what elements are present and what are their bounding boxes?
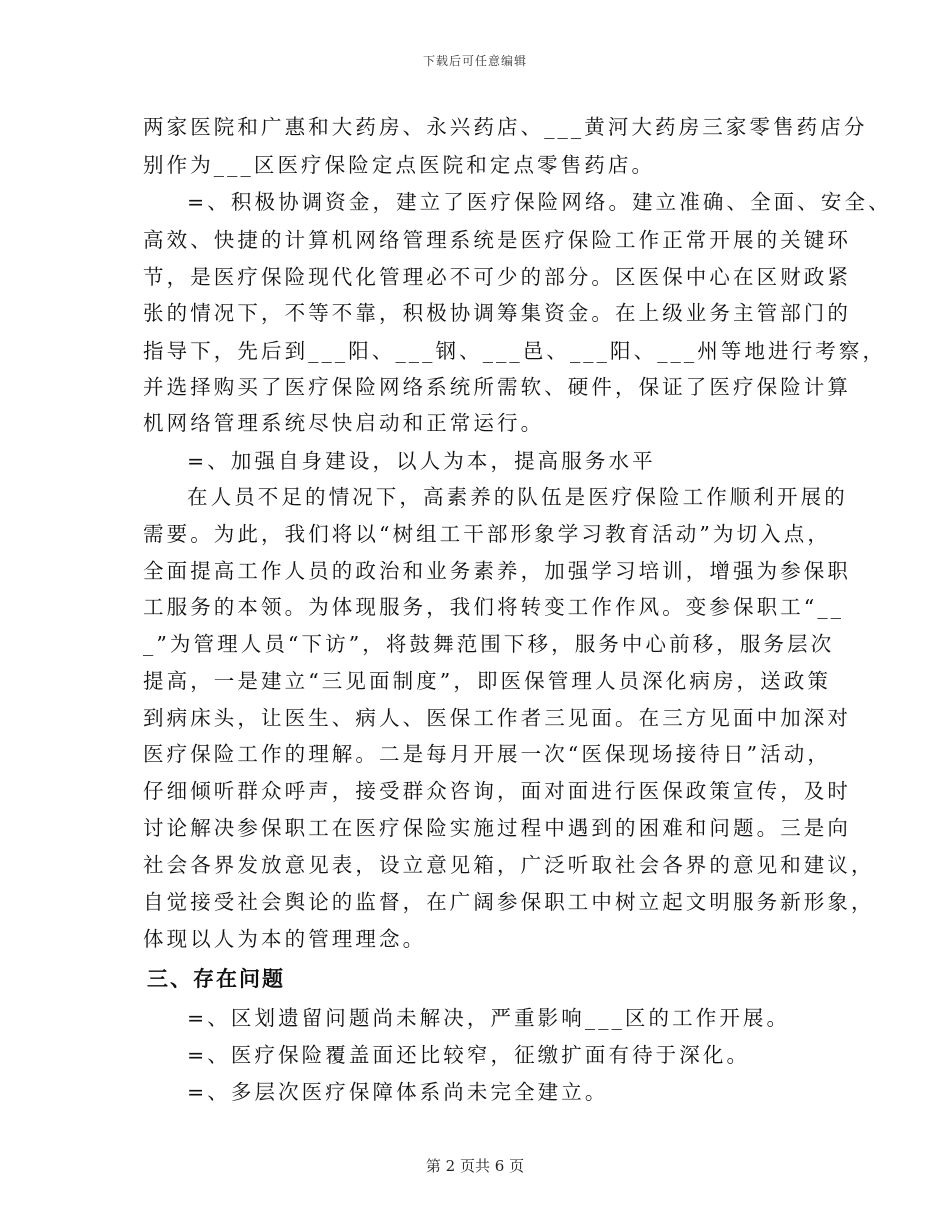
paragraph-line: 提高，一是建立“三见面制度”，即医保管理人员深化病房，送政策: [143, 669, 831, 693]
paragraph-line: 在人员不足的情况下，高素养的队伍是医疗保险工作顺利开展的: [187, 485, 848, 509]
problem-item: =、多层次医疗保障体系尚未完全建立。: [187, 1080, 609, 1104]
problem-item: =、医疗保险覆盖面还比较窄，征缴扩面有待于深化。: [187, 1043, 751, 1067]
paragraph-line: =、积极协调资金，建立了医疗保险网络。建立准确、全面、安全、: [187, 190, 892, 214]
paragraph-line: 体现以人为本的管理理念。: [143, 927, 427, 951]
problem-item: =、区划遗留问题尚未解决，严重影响___区的工作开展。: [187, 1006, 791, 1030]
paragraph-line: 自觉接受社会舆论的监督，在广阔参保职工中树立起文明服务新形象，: [143, 890, 875, 914]
paragraph-line: 并选择购买了医疗保险网络系统所需软、硬件，保证了医疗保险计算: [143, 375, 851, 399]
paragraph-line: 需要。为此，我们将以“树组工干部形象学习教育活动”为切入点，: [143, 522, 831, 546]
paragraph-line: 别作为___区医疗保险定点医院和定点零售药店。: [143, 153, 656, 177]
paragraph-line: 医疗保险工作的理解。二是每月开展一次“医保现场接待日”活动，: [143, 742, 831, 766]
paragraph-line: 社会各界发放意见表，设立意见箱，广泛听取社会各界的意见和建议，: [143, 853, 875, 877]
paragraph-line: 机网络管理系统尽快启动和正常运行。: [143, 411, 545, 435]
section-heading: 三、存在问题: [147, 966, 285, 991]
paragraph-line: 仔细倾听群众呼声，接受群众咨询，面对面进行医保政策宣传，及时: [143, 779, 851, 803]
paragraph-line: 工服务的本领。为体现服务，我们将转变工作作风。变参保职工“__: [143, 595, 845, 619]
paragraph-line: _”为管理人员“下访”，将鼓舞范围下移，服务中心前移，服务层次: [143, 632, 835, 656]
paragraph-line: 讨论解决参保职工在医疗保险实施过程中遇到的困难和问题。三是向: [143, 816, 851, 840]
paragraph-line: 张的情况下，不等不靠，积极协调筹集资金。在上级业务主管部门的: [143, 301, 851, 325]
paragraph-line: 节，是医疗保险现代化管理必不可少的部分。区医保中心在区财政紧: [143, 265, 851, 289]
paragraph-line: 全面提高工作人员的政治和业务素养，加强学习培训，增强为参保职: [143, 559, 851, 583]
page-number: 第 2 页共 6 页: [425, 1157, 525, 1175]
paragraph-line: 指导下，先后到___阳、___钢、___邑、___阳、___州等地进行考察，: [143, 339, 887, 363]
paragraph-line: 两家医院和广惠和大药房、永兴药店、___黄河大药房三家零售药店分: [143, 115, 868, 139]
paragraph-line: 高效、快捷的计算机网络管理系统是医疗保险工作正常开展的关键环: [143, 228, 851, 252]
page-header: 下载后可任意编辑: [422, 54, 527, 68]
paragraph-line: 到病床头，让医生、病人、医保工作者三见面。在三方见面中加深对: [143, 706, 851, 730]
paragraph-line: =、加强自身建设，以人为本，提高服务水平: [187, 449, 656, 473]
